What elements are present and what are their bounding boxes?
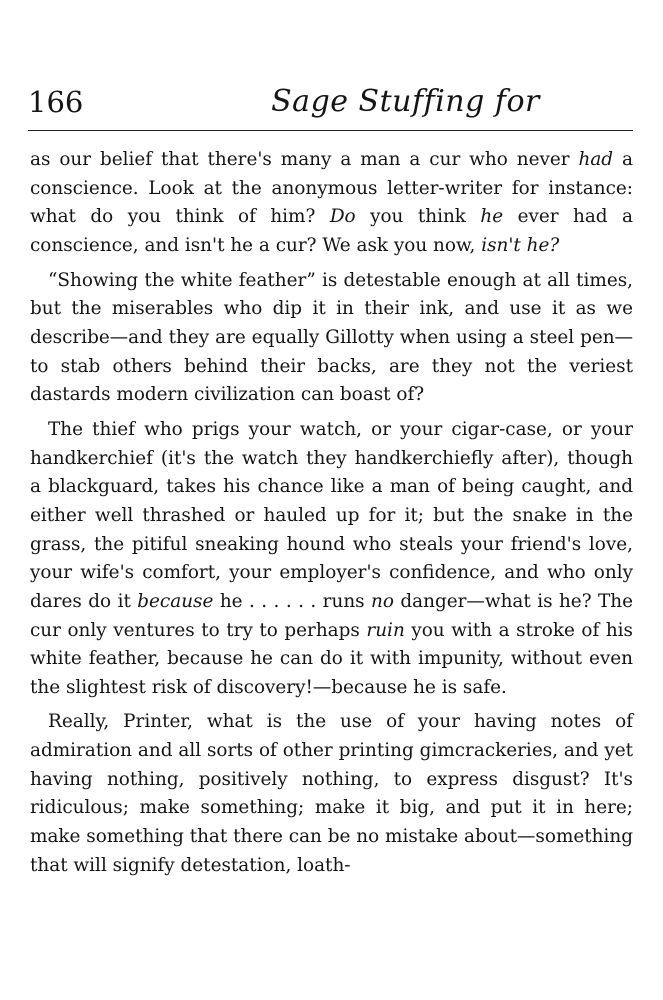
text-run: ever had a conscience, and isn't he a cur? We ask you now, [30,206,633,256]
text-run: “Showing the white feather” is detestable enough at all times, but the miserables who dip it in their ink, and use it as we describe—and they are equally Gillotty when using a steel pen—to stab others behind their backs, are they not the veriest dastards modern civilization can boast of? [30,269,633,406]
italic-text: he [480,206,504,228]
running-title: Sage Stuffing for [271,84,540,119]
text-run: as our belief that there's many a man a cur who never [30,149,579,170]
header-rule [28,130,633,131]
italic-text: Do [329,206,356,228]
italic-text: because [137,590,214,612]
text-run: danger—what is he? The cur only ventures to try to perhaps [30,590,633,641]
page-header [28,84,633,128]
paragraph [30,267,633,410]
text-run: he . . . . . . runs [213,590,372,612]
italic-text: no [371,590,394,612]
text-run: you think [355,206,481,228]
page-number: 166 [28,85,84,119]
italic-text: ruin [366,619,405,641]
text-run: Really, Printer, what is the use of your having notes of admiration and all sorts of other printing gimcrackeries, and yet having nothing, positively nothing, to express disgust? It's ridiculous; make something; make it big, and put it in here; make something that there can be no mistake about—something that will signify detestation, loath- [30,711,633,876]
text-run: The thief who prigs your watch, or your cigar-case, or your handkerchief (it's the watch they handkerchiefly after), though a blackguard, takes his chance like a man of being caught, and either well thrashed or hauled up for it; but the snake in the grass, the pitiful sneaking hound who steals your friend's love, your wife's comfort, your employer's confidence, and who only dares do it [30,418,633,612]
paragraph [30,708,633,880]
italic-text: had [578,149,614,170]
paragraph [30,416,633,703]
text-run: a conscience. Look at the anonymous letter-writer for instance: what do you think of him? [30,149,633,228]
body-text [30,146,633,886]
italic-text: isn't he? [481,234,560,256]
text-run: you with a stroke of his white feather, because he can do it with impunity, without even the slightest risk of discovery!—because he is safe. [30,619,633,698]
paragraph [30,146,633,261]
